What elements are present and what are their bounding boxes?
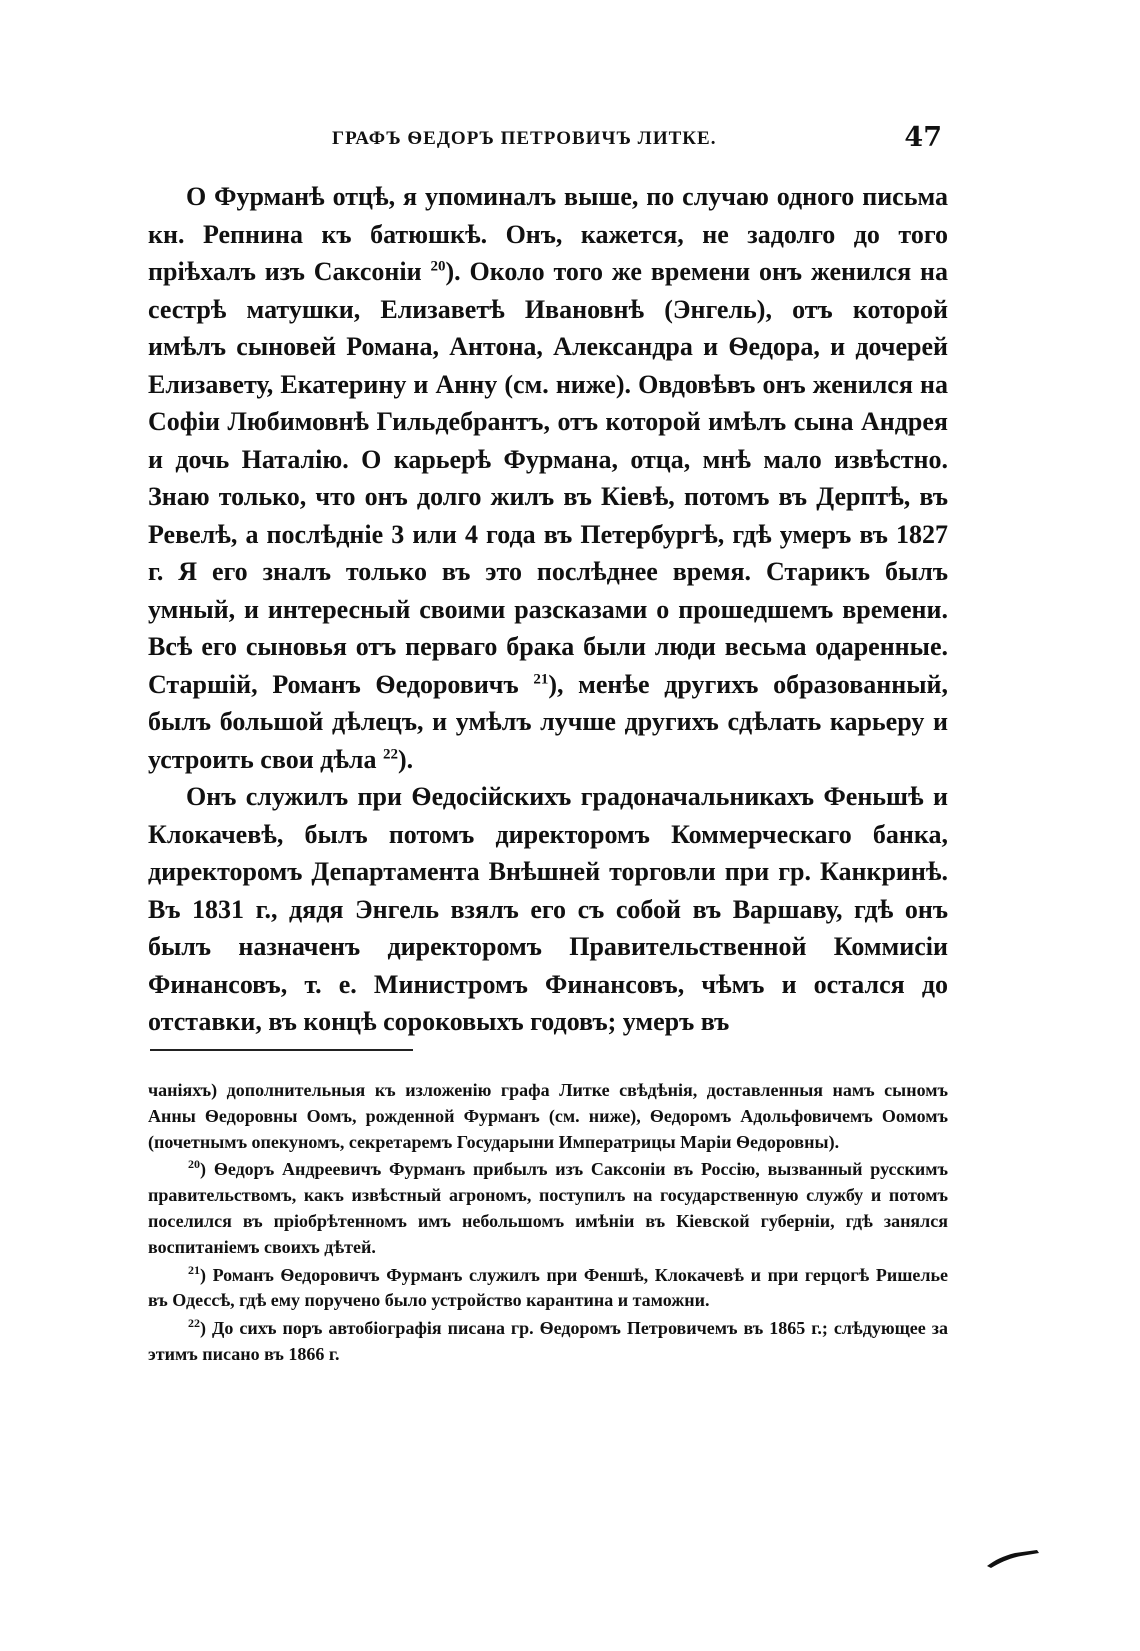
footnote-divider — [150, 1049, 413, 1051]
ink-flourish-icon — [985, 1544, 1041, 1570]
footnote-number: 22 — [188, 1316, 200, 1331]
footnotes — [148, 1078, 948, 1368]
footnote-21 — [148, 1263, 948, 1315]
footnote-number: 20 — [188, 1157, 200, 1172]
footnote-20 — [148, 1157, 948, 1260]
paragraph-1 — [148, 178, 948, 778]
footnote-text: ) Ѳедоръ Андреевичъ Фурманъ прибылъ изъ Саксонiи въ Россiю, вызванный русскимъ правительствомъ, какъ извѣстный агрономъ, поступилъ на государственную службу и потомъ поселился въ прiобрѣтенномъ имъ небольшомъ имѣнiи въ Кiевской губернiи, гдѣ занялся воспитанiемъ своихъ дѣтей. — [148, 1159, 948, 1257]
footnote-22 — [148, 1316, 948, 1368]
paragraph-2: Онъ служилъ при Ѳедосiйскихъ градоначальникахъ Феньшѣ и Клокачевѣ, былъ потомъ директоромъ Коммерческаго банка, директоромъ Департамента Внѣшней торговли при гр. Канкринѣ. Въ 1831 г., дядя Энгель взялъ его съ собой въ Варшаву, гдѣ онъ былъ назначенъ директоромъ Правительственной Коммисiи Финансовъ, т. е. Министромъ Финансовъ, чѣмъ и остался до отставки, въ концѣ сороковыхъ годовъ; умеръ въ — [148, 782, 948, 1036]
running-title: ГРАФЪ ѲЕДОРЪ ПЕТРОВИЧЪ ЛИТКЕ. — [332, 128, 717, 149]
footnote-ref: 22 — [383, 745, 399, 762]
footnote-ref: 21 — [533, 670, 549, 687]
footnote-number: 21 — [188, 1262, 200, 1277]
footnote-text: ) До сихъ поръ автобiографiя писана гр. Ѳедоромъ Петровичемъ въ 1865 г.; слѣдующее за этимъ писано въ 1866 г. — [148, 1318, 948, 1364]
footnote-text: ) Романъ Ѳедоровичъ Фурманъ служилъ при Феншѣ, Клокачевѣ и при герцогѣ Ришелье въ Одессѣ, гдѣ ему поручено было устройство карантина и таможни. — [148, 1264, 948, 1311]
paragraph-segment: ). — [398, 744, 414, 774]
footnote-continuation: чанiяхъ) дополнительныя къ изложенiю графа Литке свѣдѣнiя, доставленныя намъ сыномъ Анны Ѳедоровны Оомъ, рожденной Фурманъ (см. ниже), Ѳедоромъ Адольфовичемъ Оомомъ (почетнымъ опекуномъ, секретаремъ Государыни Императрицы Марiи Ѳедоровны). — [148, 1080, 948, 1152]
page-number: 47 — [904, 122, 942, 153]
footnote-ref: 20 — [430, 258, 446, 275]
page-header — [150, 122, 946, 162]
main-text — [148, 178, 948, 1041]
paragraph-segment: ), менѣе другихъ образованный, былъ большой дѣлецъ, и умѣлъ лучше другихъ сдѣлать карьеру и устроить свои дѣла — [148, 669, 948, 774]
paragraph-segment: ). Около того же времени онъ женился на сестрѣ матушки, Елизаветѣ Ивановнѣ (Энгель), отъ которой имѣлъ сыновей Романа, Антона, Александра и Ѳедора, и дочерей Елизавету, Екатерину и Анну (см. ниже). Овдовѣвъ онъ женился на Софiи Любимовнѣ Гильдебрантъ, отъ которой имѣлъ сына Андрея и дочь Наталiю. О карьерѣ Фурмана, отца, мнѣ мало извѣстно. Знаю только, что онъ долго жилъ въ Кiевѣ, потомъ въ Дерптѣ, въ Ревелѣ, а послѣднiе 3 или 4 года въ Петербургѣ, гдѣ умеръ въ 1827 г. Я его зналъ только въ это послѣднее время. Старикъ былъ умный, и интересный своими разсказами о прошедшемъ времени. Всѣ его сыновья отъ перваго брака были люди весьма одаренные. Старшiй, Романъ Ѳедоровичъ — [148, 257, 948, 699]
paragraph-segment: О Фурманѣ отцѣ, я упоминалъ выше, по случаю одного письма кн. Репнина къ батюшкѣ. Онъ, кажется, не задолго до того прiѣхалъ изъ Саксонiи — [148, 182, 948, 286]
